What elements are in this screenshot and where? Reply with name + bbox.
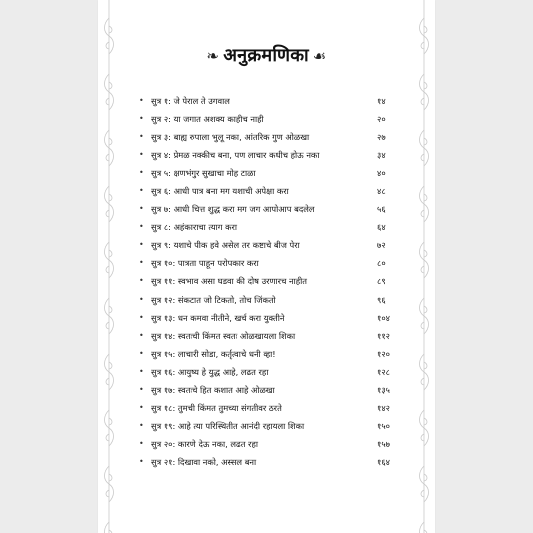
toc-title: अनुक्रमणिका xyxy=(223,45,309,66)
toc-entry[interactable] xyxy=(134,381,399,399)
toc-entry-page: ७२ xyxy=(377,240,386,251)
toc-entry-title: सुत्र १८: तुमची किंमत तुमच्या संगतीवर ठरते xyxy=(151,402,282,413)
bullet-icon: • xyxy=(139,132,144,142)
toc-entry-page: ४० xyxy=(377,168,386,179)
toc-entry[interactable] xyxy=(134,399,399,417)
toc-entry-title: सुत्र १७: स्वतःचे हित कशात आहे ओळखा xyxy=(151,384,275,395)
toc-entry[interactable] xyxy=(134,435,399,453)
toc-entry-page: २० xyxy=(377,114,386,125)
toc-entry-title: सुत्र ७: आधी चित्त शुद्ध करा मग जग आपोआप बदलेल xyxy=(151,204,315,215)
bullet-icon: • xyxy=(139,420,144,430)
bullet-icon: • xyxy=(139,114,144,124)
bullet-icon: • xyxy=(139,96,144,105)
toc-entry-page: ४८ xyxy=(377,186,386,197)
bullet-icon: • xyxy=(139,384,144,394)
bullet-icon: • xyxy=(139,150,144,160)
heading-ornament-right-icon: ☙ xyxy=(312,47,327,65)
toc-entry-title: सुत्र २१: दिखावा नको, अस्सल बना xyxy=(151,456,257,467)
toc-entry-title: सुत्र ५: क्षणभंगुर सुखाचा मोह टाळा xyxy=(151,168,256,179)
toc-entry-title: सुत्र १३: धन कमवा नीतीने, खर्च करा युक्तीने xyxy=(151,312,285,323)
bullet-icon: • xyxy=(139,438,144,448)
toc-entry-page: १३५ xyxy=(377,384,390,395)
toc-entry[interactable] xyxy=(134,309,399,327)
toc-entry[interactable] xyxy=(134,218,399,236)
bullet-icon: • xyxy=(139,258,144,268)
bullet-icon: • xyxy=(139,186,144,196)
toc-heading xyxy=(98,43,435,67)
decorative-border-right xyxy=(417,0,431,533)
toc-entry-title: सुत्र १६: आयुष्य हे युद्ध आहे, लढत रहा xyxy=(151,366,269,377)
toc-entry-page: ५६ xyxy=(377,204,386,215)
toc-entry-page: ६४ xyxy=(377,222,386,233)
bullet-icon: • xyxy=(139,348,144,358)
toc-entry[interactable] xyxy=(134,146,399,164)
toc-entry-page: ३४ xyxy=(377,150,386,161)
toc-entry-page: १२० xyxy=(377,348,390,359)
toc-entry[interactable] xyxy=(134,182,399,200)
toc-entry[interactable] xyxy=(134,345,399,363)
toc-entry-page: १४ xyxy=(377,96,386,106)
bullet-icon: • xyxy=(139,168,144,178)
toc-entry-page: १५० xyxy=(377,420,390,431)
toc-entry-title: सुत्र २०: कारणे देऊ नका, लढत रहा xyxy=(151,438,259,449)
toc-entry-page: ९६ xyxy=(377,294,386,305)
toc-entry-title: सुत्र ९: यशाचे पीक हवे असेल तर कष्टाचे बीज पेरा xyxy=(151,240,300,251)
bullet-icon: • xyxy=(139,402,144,412)
toc-entry-page: १०४ xyxy=(377,312,390,323)
toc-entry-title: सुत्र १०: पात्रता पाहून परोपकार करा xyxy=(151,258,259,269)
bullet-icon: • xyxy=(139,204,144,214)
toc-entry[interactable] xyxy=(134,92,399,110)
toc-entry-page: १६४ xyxy=(377,456,390,467)
toc-entry-title: सुत्र ११: स्वभाव असा घडवा की दोष उरणारच नाहीत xyxy=(151,276,308,287)
toc-entry[interactable] xyxy=(134,272,399,290)
decorative-border-left xyxy=(102,0,116,533)
bullet-icon: • xyxy=(139,456,144,466)
toc-entry-title: सुत्र ६: आधी पात्र बना मग यशाची अपेक्षा करा xyxy=(151,186,289,197)
toc-entry-title: सुत्र ४: प्रेमळ नक्कीच बना, पण लाचार कधीच होऊ नका xyxy=(151,150,320,161)
toc-entry[interactable] xyxy=(134,291,399,309)
bullet-icon: • xyxy=(139,330,144,340)
bullet-icon: • xyxy=(139,276,144,286)
toc-list xyxy=(134,92,399,471)
toc-entry[interactable] xyxy=(134,453,399,471)
toc-entry-title: सुत्र १९: आहे त्या परिस्थितीत आनंदी रहायला शिका xyxy=(151,420,305,431)
bullet-icon: • xyxy=(139,222,144,232)
toc-entry-page: ११२ xyxy=(377,330,390,341)
toc-entry[interactable] xyxy=(134,417,399,435)
bullet-icon: • xyxy=(139,312,144,322)
toc-entry-title: सुत्र ८: अहंकाराचा त्याग करा xyxy=(151,222,238,233)
toc-entry[interactable] xyxy=(134,164,399,182)
toc-entry-title: सुत्र १४: स्वतःची किंमत स्वतः ओळखायला शिका xyxy=(151,330,296,341)
toc-entry-title: सुत्र २: या जगात अशक्य काहीच नाही xyxy=(151,114,264,125)
toc-entry-title: सुत्र १: जे पेराल ते उगवाल xyxy=(151,96,230,106)
toc-entry[interactable] xyxy=(134,363,399,381)
toc-entry[interactable] xyxy=(134,254,399,272)
heading-ornament-left-icon: ❧ xyxy=(206,47,220,65)
toc-entry-page: २७ xyxy=(377,132,386,143)
toc-entry[interactable] xyxy=(134,110,399,128)
toc-entry-page: १४२ xyxy=(377,402,390,413)
toc-entry-page: १५७ xyxy=(377,438,390,449)
bullet-icon: • xyxy=(139,366,144,376)
toc-entry-title: सुत्र १५: लाचारी सोडा, कर्तृत्वाचे धनी व्हा! xyxy=(151,348,276,359)
toc-entry-page: ८९ xyxy=(377,276,386,287)
toc-entry-page: १२८ xyxy=(377,366,390,377)
toc-entry-title: सुत्र ३: बाह्य रुपाला भुलू नका, आंतरिक गुण ओळखा xyxy=(151,132,310,143)
toc-entry[interactable] xyxy=(134,200,399,218)
toc-entry[interactable] xyxy=(134,128,399,146)
bullet-icon: • xyxy=(139,240,144,250)
toc-entry-page: ८० xyxy=(377,258,386,269)
toc-entry[interactable] xyxy=(134,327,399,345)
toc-entry[interactable] xyxy=(134,236,399,254)
bullet-icon: • xyxy=(139,294,144,304)
toc-entry-title: सुत्र १२: संकटात जो टिकतो, तोच जिंकतो xyxy=(151,294,276,305)
